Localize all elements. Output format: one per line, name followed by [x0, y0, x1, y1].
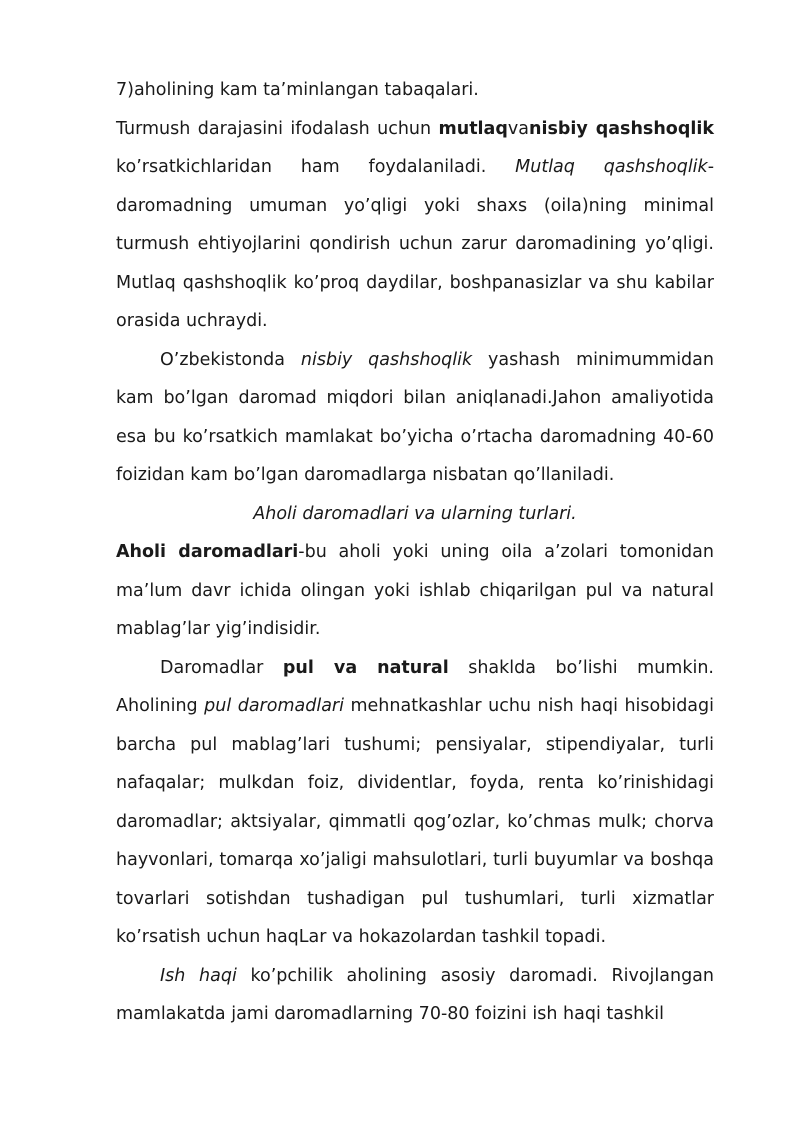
document-body	[116, 71, 714, 1034]
italic-term-pul-daromadlari: pul daromadlari	[204, 696, 344, 716]
text-run: ko’rsatkichlaridan ham foydalaniladi.	[116, 157, 516, 177]
text-run: -bu aholi yoki uning oila a’zolari tomonidan ma’lum davr ichida olingan yoki ishlab chiqarilgan pul va natural mablag’lar yig’indisidir.	[116, 542, 714, 639]
italic-term-ish-haqi: Ish haqi	[160, 965, 237, 986]
section-heading	[116, 495, 714, 534]
paragraph-wages	[116, 957, 714, 1034]
paragraph-income-forms	[116, 649, 714, 957]
text-run: Daromadlar	[160, 657, 283, 678]
bold-term-nisbiy-qashshoqlik: nisbiy qashshoqlik	[529, 118, 714, 139]
italic-term-nisbiy-qashshoqlik: nisbiy qashshoqlik	[300, 349, 473, 370]
text-run: mehnatkashlar uchu nish haqi hisobidagi barcha pul mablag’lari tushumi; pensiyalar, stipendiyalar, turli nafaqalar; mulkdan foiz, dividentlar, foyda, renta ko’rinishidagi daromadlar; aktsiyalar, qimmatli qog’ozlar, ko’chmas mulk; chorva hayvonlari, tomarqa xo’jaligi mahsulotlari, turli buyumlar va boshqa tovarlari sotishdan tushadigan pul tushumlari, turli xizmatlar ko’rsatish uchun haqLar va hokazolardan tashkil topadi.	[116, 696, 714, 947]
bold-term-mutlaq: mutlaq	[438, 118, 508, 139]
bold-term-aholi-daromadlari: Aholi daromadlari	[116, 542, 299, 562]
text-run: O’zbekistonda	[160, 349, 301, 370]
text-run: ko’pchilik aholining asosiy daromadi. Rivojlangan mamlakatda jami daromadlarning 70-80 foizini ish haqi tashkil	[116, 965, 714, 1024]
text-run: yashash minimummidan kam bo’lgan daromad miqdori bilan aniqlanadi.Jahon amaliyotida esa bu ko’rsatkich mamlakat bo’yicha o’rtacha daromadning 40-60 foizidan kam bo’lgan daromadlarga nisbatan qo’llaniladi.	[116, 349, 714, 485]
bold-term-pul-va-natural: pul va natural	[282, 657, 449, 678]
paragraph-income-definition	[116, 533, 714, 649]
paragraph-poverty-definition	[116, 110, 714, 341]
paragraph-relative-poverty	[116, 341, 714, 495]
text-run: va	[507, 118, 529, 139]
heading-text: Aholi daromadlari va ularning turlari.	[253, 503, 577, 524]
text-run: -daromadning umuman yo’qligi yoki shaxs (oila)ning minimal turmush ehtiyojlarini qondirish uchun zarur daromadining yo’qligi. Mutlaq qashshoqlik ko’proq daydilar, boshpanasizlar va shu kabilar orasida uchraydi.	[116, 157, 715, 331]
italic-term-mutlaq-qashshoqlik: Mutlaq qashshoqlik	[515, 157, 708, 177]
paragraph-list-item: 7)aholining kam ta’minlangan tabaqalari.	[116, 80, 479, 100]
text-run: shaklda bo’lishi mumkin. Aholining	[116, 657, 714, 716]
text-run: Turmush darajasini ifodalash uchun	[116, 118, 439, 139]
